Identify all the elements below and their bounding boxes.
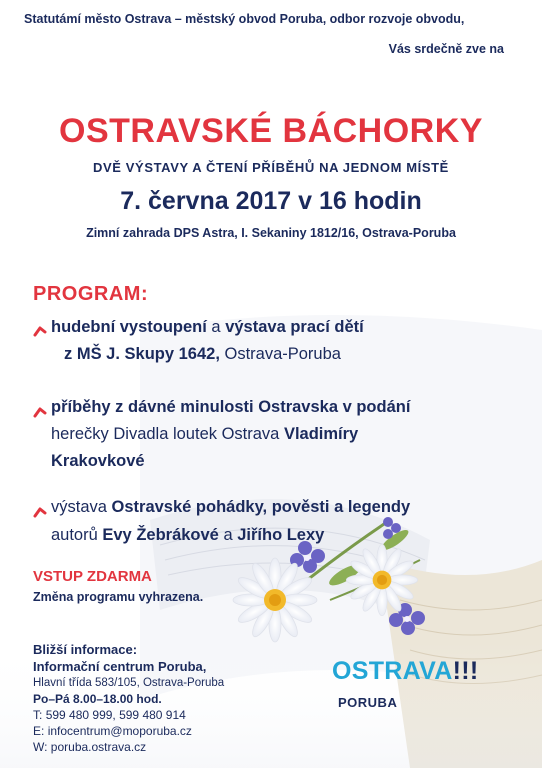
program-item-1-school: z MŠ J. Skupy 1642, xyxy=(64,345,220,363)
email-label: E: xyxy=(33,724,45,738)
program-item-2-line-2 xyxy=(51,425,358,444)
program-heading: PROGRAM: xyxy=(33,283,149,305)
program-item-1-performance: hudební vystoupení xyxy=(51,318,207,336)
chevron-right-icon xyxy=(33,405,47,419)
program-item-1-exhibition: výstava prací dětí xyxy=(225,318,364,336)
event-date: 7. června 2017 v 16 hodin xyxy=(120,187,422,215)
info-email xyxy=(33,724,192,738)
ostrava-logo xyxy=(332,657,479,686)
phone-label: T: xyxy=(33,708,43,722)
logo-name: OSTRAVA xyxy=(332,657,453,685)
info-web xyxy=(33,740,146,754)
event-place: Zimní zahrada DPS Astra, I. Sekaniny 1812/16, Ostrava-Poruba xyxy=(86,226,456,240)
info-heading: Bližší informace: xyxy=(33,642,138,657)
program-item-2-line-1: příběhy z dávné minulosti Ostravska v podání xyxy=(51,398,411,416)
program-item-1-location: Ostrava-Poruba xyxy=(219,345,341,363)
email-value[interactable]: infocentrum@moporuba.cz xyxy=(47,724,192,738)
info-opening-hours: Po–Pá 8.00–18.00 hod. xyxy=(33,692,162,706)
logo-district: PORUBA xyxy=(338,695,398,710)
program-item-3-exhibition-word: výstava xyxy=(51,498,112,516)
web-value[interactable]: poruba.ostrava.cz xyxy=(50,740,147,754)
program-item-1-line-1 xyxy=(51,318,364,337)
program-item-3-line-2 xyxy=(51,526,324,545)
program-item-3-author-2: Jiřího Lexy xyxy=(237,526,325,544)
program-item-3-exhibition-name: Ostravské pohádky, pověsti a legendy xyxy=(111,498,411,516)
program-item-1-conjunction: a xyxy=(206,318,226,336)
program-item-2-first-name: Vladimíry xyxy=(283,425,359,443)
info-phone xyxy=(33,708,186,722)
logo-exclamation: !!! xyxy=(452,657,479,685)
program-item-3-authors-word: autorů xyxy=(51,526,103,544)
web-label: W: xyxy=(33,740,48,754)
chevron-right-icon xyxy=(33,505,47,519)
event-subtitle: DVĚ VÝSTAVY A ČTENÍ PŘÍBĚHŮ NA JEDNOM MÍSTĚ xyxy=(93,160,449,175)
free-admission: VSTUP ZDARMA xyxy=(33,568,152,585)
intro-invitation: Vás srdečně zve na xyxy=(388,42,504,56)
program-item-1-line-2 xyxy=(64,345,341,364)
program-change-note: Změna programu vyhrazena. xyxy=(33,590,204,604)
program-item-3-line-1 xyxy=(51,498,410,517)
info-organization: Informační centrum Poruba, xyxy=(33,659,207,674)
program-item-2-line-3: Krakovkové xyxy=(51,452,145,470)
phone-value: 599 480 999, 599 480 914 xyxy=(45,708,186,722)
chevron-right-icon xyxy=(33,324,47,338)
program-item-3-author-1: Evy Žebrákové xyxy=(102,526,219,544)
info-address: Hlavní třída 583/105, Ostrava-Poruba xyxy=(33,677,225,689)
program-item-3-conjunction: a xyxy=(218,526,238,544)
intro-organizer: Statutámí město Ostrava – městský obvod Poruba, odbor rozvoje obvodu, xyxy=(24,12,465,26)
program-item-2-actress: herečky Divadla loutek Ostrava xyxy=(51,425,284,443)
event-title: OSTRAVSKÉ BÁCHORKY xyxy=(59,112,483,150)
